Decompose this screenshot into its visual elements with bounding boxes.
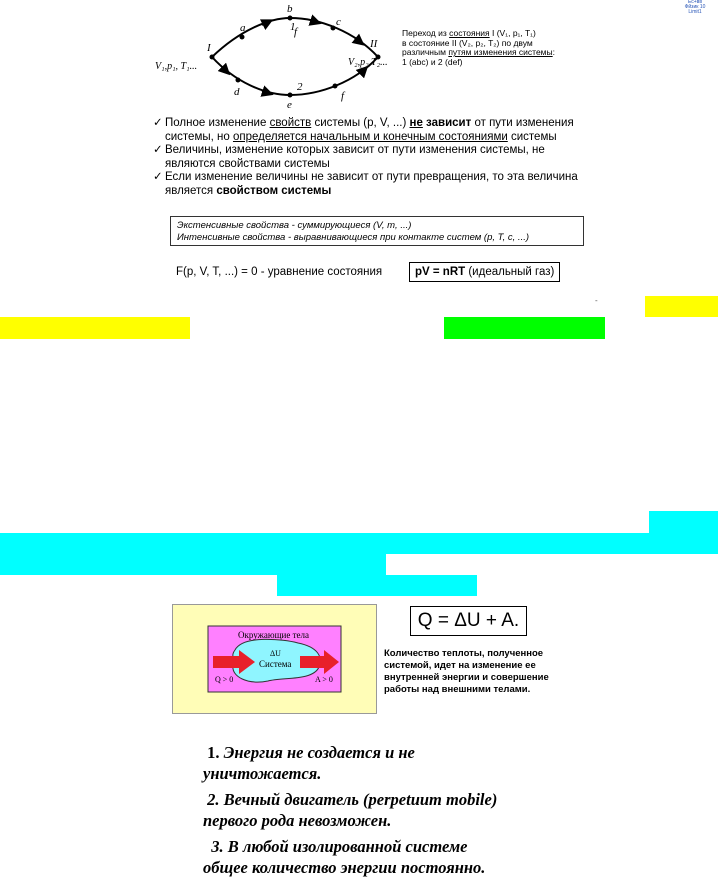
check-icon: ✓ — [153, 171, 163, 184]
a-label: A > 0 — [315, 675, 333, 684]
label-a: a — [240, 22, 246, 34]
cyan-band-small — [277, 575, 477, 596]
cyan-band-wide — [0, 533, 718, 554]
extensive-properties: Экстенсивные свойства - суммирующиеся (V, m, ...) — [177, 220, 412, 231]
surroundings-label: Окружающие тела — [238, 630, 309, 640]
yellow-band-left — [0, 317, 190, 339]
law-1: 1. Энергия не создается и не уничтожается. — [203, 743, 415, 783]
label-left-params: V₁,p₁, T₁... — [155, 61, 198, 72]
law-2: 2. Вечный двигатель (perpetuum mobile) первого рода невозможен. — [203, 790, 498, 830]
label-f-upper: f — [294, 26, 298, 38]
state-1-point — [210, 55, 215, 60]
bullet-2: ✓ Величины, изменение которых зависит от пути изменения системы, не являются свойствами системы — [153, 144, 545, 170]
state-link: состояния — [449, 28, 490, 38]
label-e: e — [287, 99, 292, 111]
label-state-1: I — [207, 42, 211, 54]
cyan-band-left — [0, 554, 386, 575]
paths-link: путям изменения системы — [448, 47, 553, 58]
energy-laws — [203, 742, 583, 883]
point-e — [288, 93, 293, 98]
system-label: Система — [259, 659, 292, 669]
first-law-description: Количество теплоты, полученное системой, идет на изменение ее внутренней энергии и совершение работы над внешними телами. — [384, 648, 549, 695]
law-3: 3. В любой изолированной системе общее количество энергии постоянно. — [203, 837, 486, 877]
point-a — [240, 35, 245, 40]
dash-mark: - — [595, 296, 598, 305]
check-icon: ✓ — [153, 117, 163, 129]
label-b: b — [287, 3, 293, 15]
energy-flow-diagram — [173, 605, 378, 715]
point-d — [236, 78, 241, 83]
yellow-band-right — [645, 296, 718, 317]
point-b — [288, 16, 293, 21]
properties-box — [170, 216, 584, 246]
label-c: c — [336, 16, 341, 28]
point-f-lower — [333, 84, 338, 89]
check-icon: ✓ — [153, 144, 163, 157]
logo-line-1: Ес+вв — [687, 0, 702, 5]
label-path-1: 1 — [290, 21, 296, 33]
state-equation: F(p, V, T, ...) = 0 - уравнение состояния — [176, 266, 383, 278]
label-right-params: V₂,p₂,T₂... — [348, 57, 388, 68]
ideal-gas-box: pV = nRT (идеальный газ) — [409, 262, 560, 282]
q-label: Q > 0 — [215, 675, 234, 684]
logo-line-3: Limit1 — [688, 9, 702, 15]
bullet-3: ✓ Если изменение величины не зависит от пути превращения, то эта величина является свойством системы — [153, 171, 578, 197]
logo-line-2: Фйзик 10 — [684, 4, 706, 10]
bullet-1: ✓ Полное изменение свойств системы (р, V, ...) не зависит от пути изменения системы, но определяется начальным и конечным состояниями системы — [153, 117, 574, 143]
diagram-caption: Переход из состояния I (V₁, p₁, T₁) в состояние II (V₂, p₂, T₂) по двум различным путям изменения системы: 1 (abc) и 2 (def) — [402, 28, 556, 67]
state-path-diagram — [150, 0, 400, 112]
delta-u-label: ΔU — [270, 649, 281, 658]
intensive-properties: Интенсивные свойства - выравнивающиеся при контакте систем (р, Т, с, ...) — [177, 231, 530, 243]
first-law-formula: Q = ΔU + A. — [410, 606, 527, 636]
logo — [680, 0, 710, 13]
cyan-band-right — [649, 511, 718, 533]
label-d: d — [234, 86, 240, 98]
label-f-lower: f — [341, 90, 345, 102]
state-function-bullets — [153, 117, 623, 199]
label-state-2: II — [370, 38, 378, 50]
green-band — [444, 317, 605, 339]
label-path-2: 2 — [297, 81, 303, 93]
first-law-diagram — [172, 604, 377, 714]
point-c — [331, 26, 336, 31]
